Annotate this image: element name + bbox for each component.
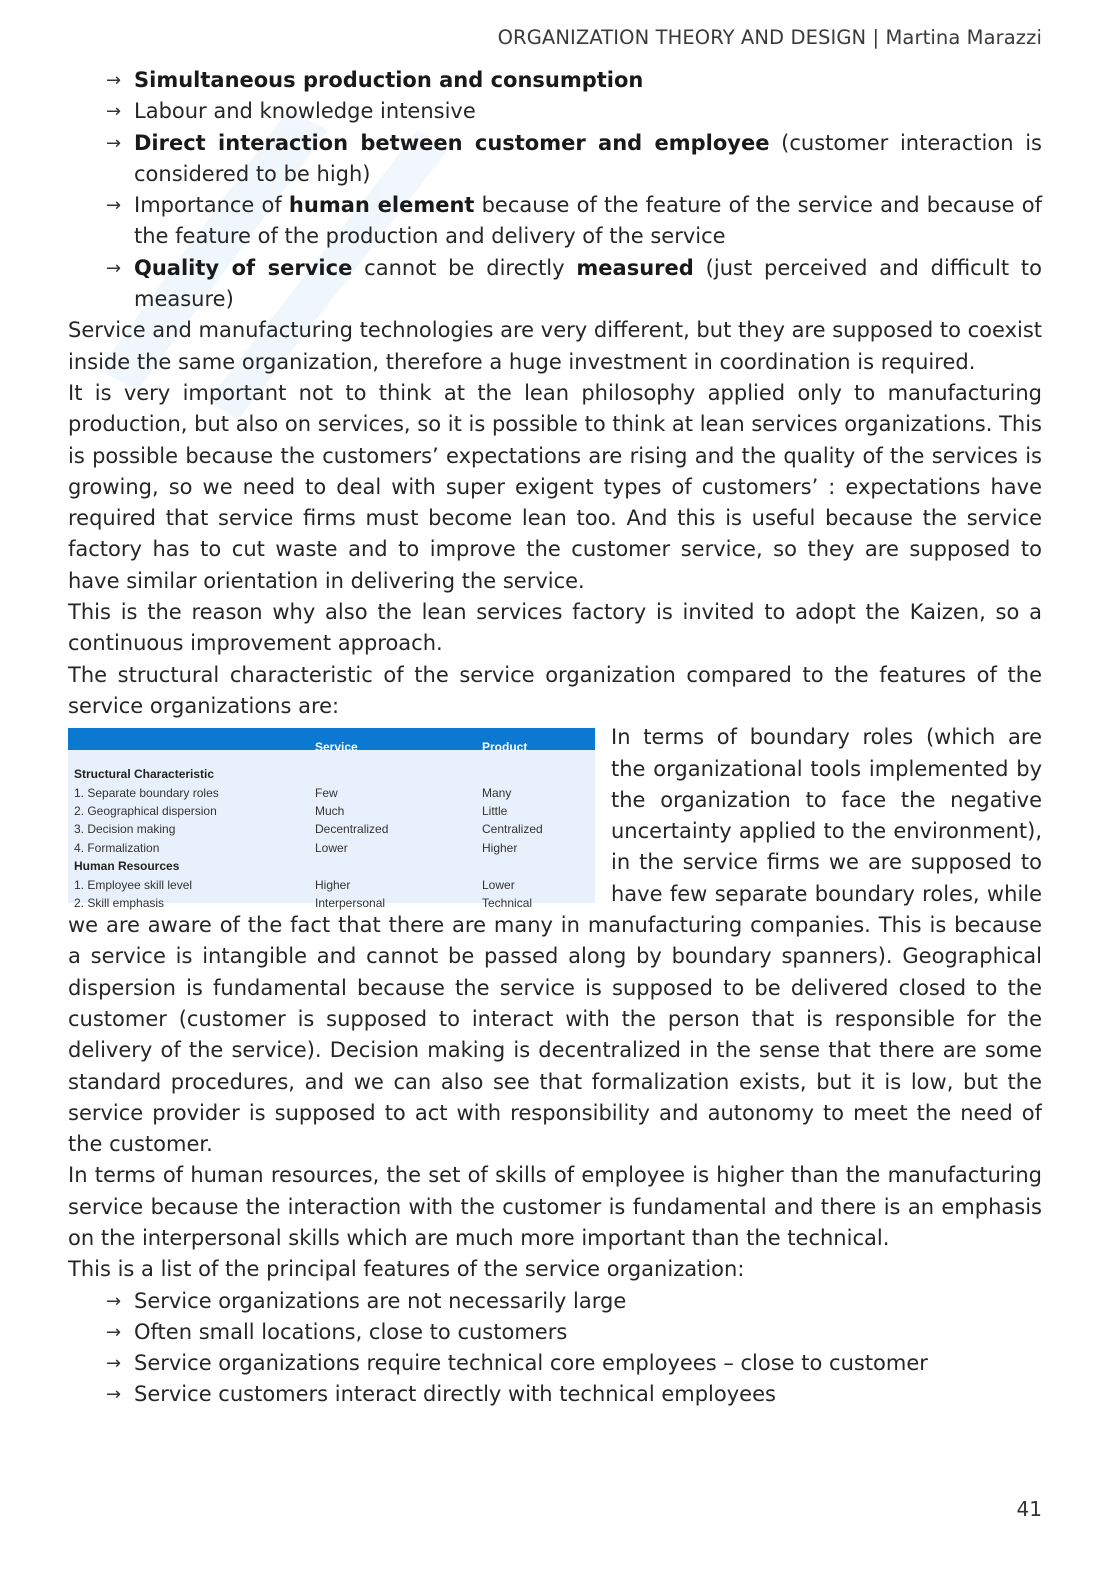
table-row: 3. Decision making Decentralized Centralized xyxy=(74,822,543,837)
arrow-bullet-icon: → xyxy=(106,257,122,279)
paragraph: This is the reason why also the lean services factory is invited to adopt the Kaizen, so a continuous improvement approach. xyxy=(68,600,1042,656)
feature-list-bottom xyxy=(68,1286,1042,1411)
list-item: → Service organizations are not necessarily large xyxy=(134,1286,1042,1317)
list-item: → Simultaneous production and consumption xyxy=(134,65,1042,96)
arrow-bullet-icon: → xyxy=(106,70,122,91)
document-page xyxy=(68,0,1042,1578)
list-item: → Service organizations require technical core employees – close to customer xyxy=(134,1348,1042,1379)
arrow-bullet-icon: → xyxy=(106,195,122,217)
arrow-bullet-icon: → xyxy=(106,132,122,154)
paragraph: In terms of boundary roles (which are the organizational tools implemented by the organization to face the negative uncertainty applied to the environment), in the service firms we are supposed to have few separate boundary roles, while we are aware of the fact that there are many in manufacturing companies. This is because a service is intangible and cannot be passed along by boundary spanners). Geographical dispersion is fundamental because the service is supposed to be delivered closed to the customer (customer is supposed to interact with the person that is responsible for the delivery of the service). Decision making is decentralized in the sense that there are some standard procedures, and we can also see that formalization exists, but it is low, but the service provider is supposed to act with responsibility and autonomy to meet the need of the customer. xyxy=(68,725,1042,1157)
main-content xyxy=(68,65,1042,1411)
list-item: → Service customers interact directly with technical employees xyxy=(134,1379,1042,1410)
comparison-table xyxy=(68,728,595,910)
table-row: 2. Geographical dispersion Much Little xyxy=(74,804,508,819)
list-item: → Importance of human element because of the feature of the service and because of the feature of the production and delivery of the service xyxy=(134,190,1042,253)
table-row: 1. Separate boundary roles Few Many xyxy=(74,785,512,800)
paragraph: In terms of human resources, the set of skills of employee is higher than the manufacturing service because the interaction with the customer is fundamental and there is an emphasis on the interpersonal skills which are much more important than the technical. xyxy=(68,1163,1042,1250)
table-header-service: Service xyxy=(315,740,358,755)
paragraph: The structural characteristic of the service organization compared to the features of the service organizations are: xyxy=(68,662,1042,718)
arrow-bullet-icon: → xyxy=(106,1290,122,1312)
table-row: 4. Formalization Lower Higher xyxy=(74,840,518,855)
page-number: 41 xyxy=(1016,1497,1042,1521)
table-section-heading: Structural Characteristic xyxy=(74,767,215,782)
table-row: 2. Skill emphasis Interpersonal Technical xyxy=(74,895,533,910)
arrow-bullet-icon: → xyxy=(106,1384,122,1406)
table-row: 1. Employee skill level Higher Lower xyxy=(74,877,515,892)
list-item: → Quality of service cannot be directly measured (just perceived and difficult to measure) xyxy=(134,253,1042,316)
table-header-product: Product xyxy=(482,740,528,755)
table-section-heading: Human Resources xyxy=(74,859,180,874)
arrow-bullet-icon: → xyxy=(106,101,122,123)
arrow-bullet-icon: → xyxy=(106,1321,122,1343)
table-header-row xyxy=(68,728,595,755)
list-item: → Often small locations, close to customers xyxy=(134,1317,1042,1348)
list-item: → Direct interaction between customer and employee (customer interaction is considered to be high) xyxy=(134,128,1042,191)
list-item: → Labour and knowledge intensive xyxy=(134,96,1042,127)
arrow-bullet-icon: → xyxy=(106,1353,122,1375)
paragraph: This is a list of the principal features of the service organization: xyxy=(68,1257,745,1282)
paragraph: Service and manufacturing technologies are very different, but they are supposed to coexist inside the same organization, therefore a huge investment in coordination is required. xyxy=(68,318,1042,374)
feature-list-top xyxy=(68,65,1042,315)
table-with-text xyxy=(68,722,1042,1160)
running-header: ORGANIZATION THEORY AND DESIGN | Martina Marazzi xyxy=(497,26,1042,49)
paragraph: It is very important not to think at the lean philosophy applied only to manufacturing production, but also on services, so it is possible to think at lean services organizations. This is possible because the customers’ expectations are rising and the quality of the services is growing, so we need to deal with super exigent types of customers’ : expectations have required that service firms must become lean too. And this is useful because the service factory has to cut waste and to improve the customer service, so they are supposed to have similar orientation in delivering the service. xyxy=(68,380,1042,593)
